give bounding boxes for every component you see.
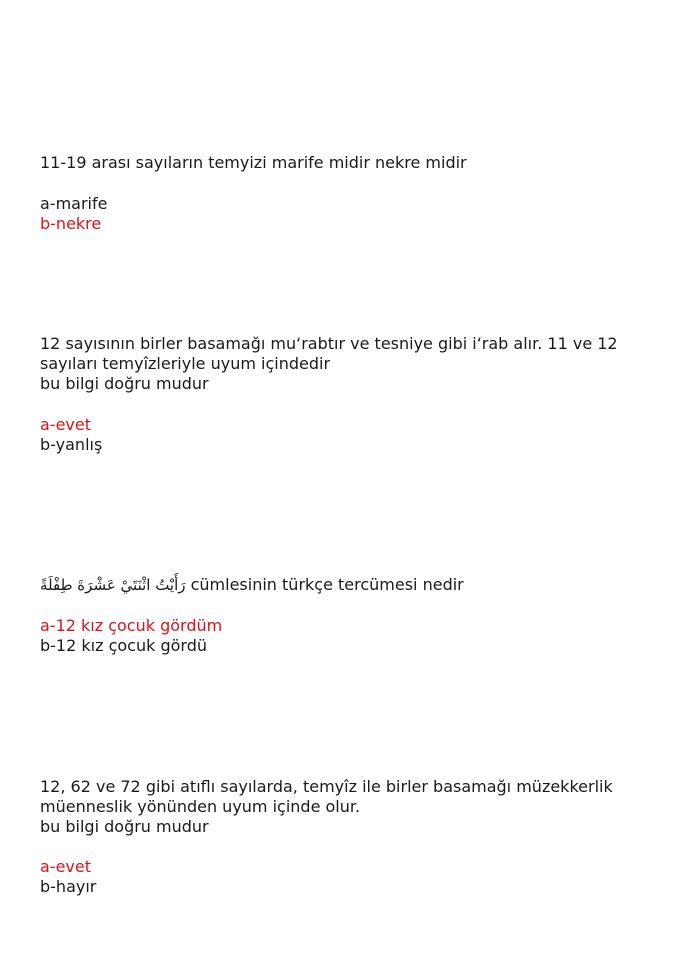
question-1-text: 11-19 arası sayıların temyizi marife midir nekre midir (40, 153, 467, 172)
question-2-text-line-3: bu bilgi doğru mudur (40, 374, 209, 393)
question-2-option-a-correct: a-evet (40, 415, 92, 434)
question-4-option-a-correct: a-evet (40, 857, 92, 876)
arabic-sentence: رَأَيْتُ اثْنَتَيْ عَشْرَةَ طِفْلَةً (40, 576, 186, 594)
question-4-text-line-3: bu bilgi doğru mudur (40, 817, 209, 836)
question-1-option-b-correct: b-nekre (40, 214, 102, 233)
question-1-option-a: a-marife (40, 194, 108, 213)
question-2-option-b: b-yanlış (40, 435, 103, 454)
question-3-text-turkish: cümlesinin türkçe tercümesi nedir (185, 575, 464, 594)
question-3-text (40, 575, 464, 595)
question-4-text-line-1: 12, 62 ve 72 gibi atıflı sayılarda, temyîz ile birler basamağı müzekkerlik (40, 777, 613, 796)
question-2-text-line-1: 12 sayısının birler basamağı mu‘rabtır ve tesniye gibi i‘rab alır. 11 ve 12 (40, 334, 618, 353)
question-2-text-line-2: sayıları temyîzleriyle uyum içindedir (40, 354, 331, 373)
question-3-option-b: b-12 kız çocuk gördü (40, 636, 207, 655)
question-3-option-a-correct: a-12 kız çocuk gördüm (40, 616, 223, 635)
question-4-option-b: b-hayır (40, 877, 97, 896)
question-4-text-line-2: müenneslik yönünden uyum içinde olur. (40, 797, 361, 816)
